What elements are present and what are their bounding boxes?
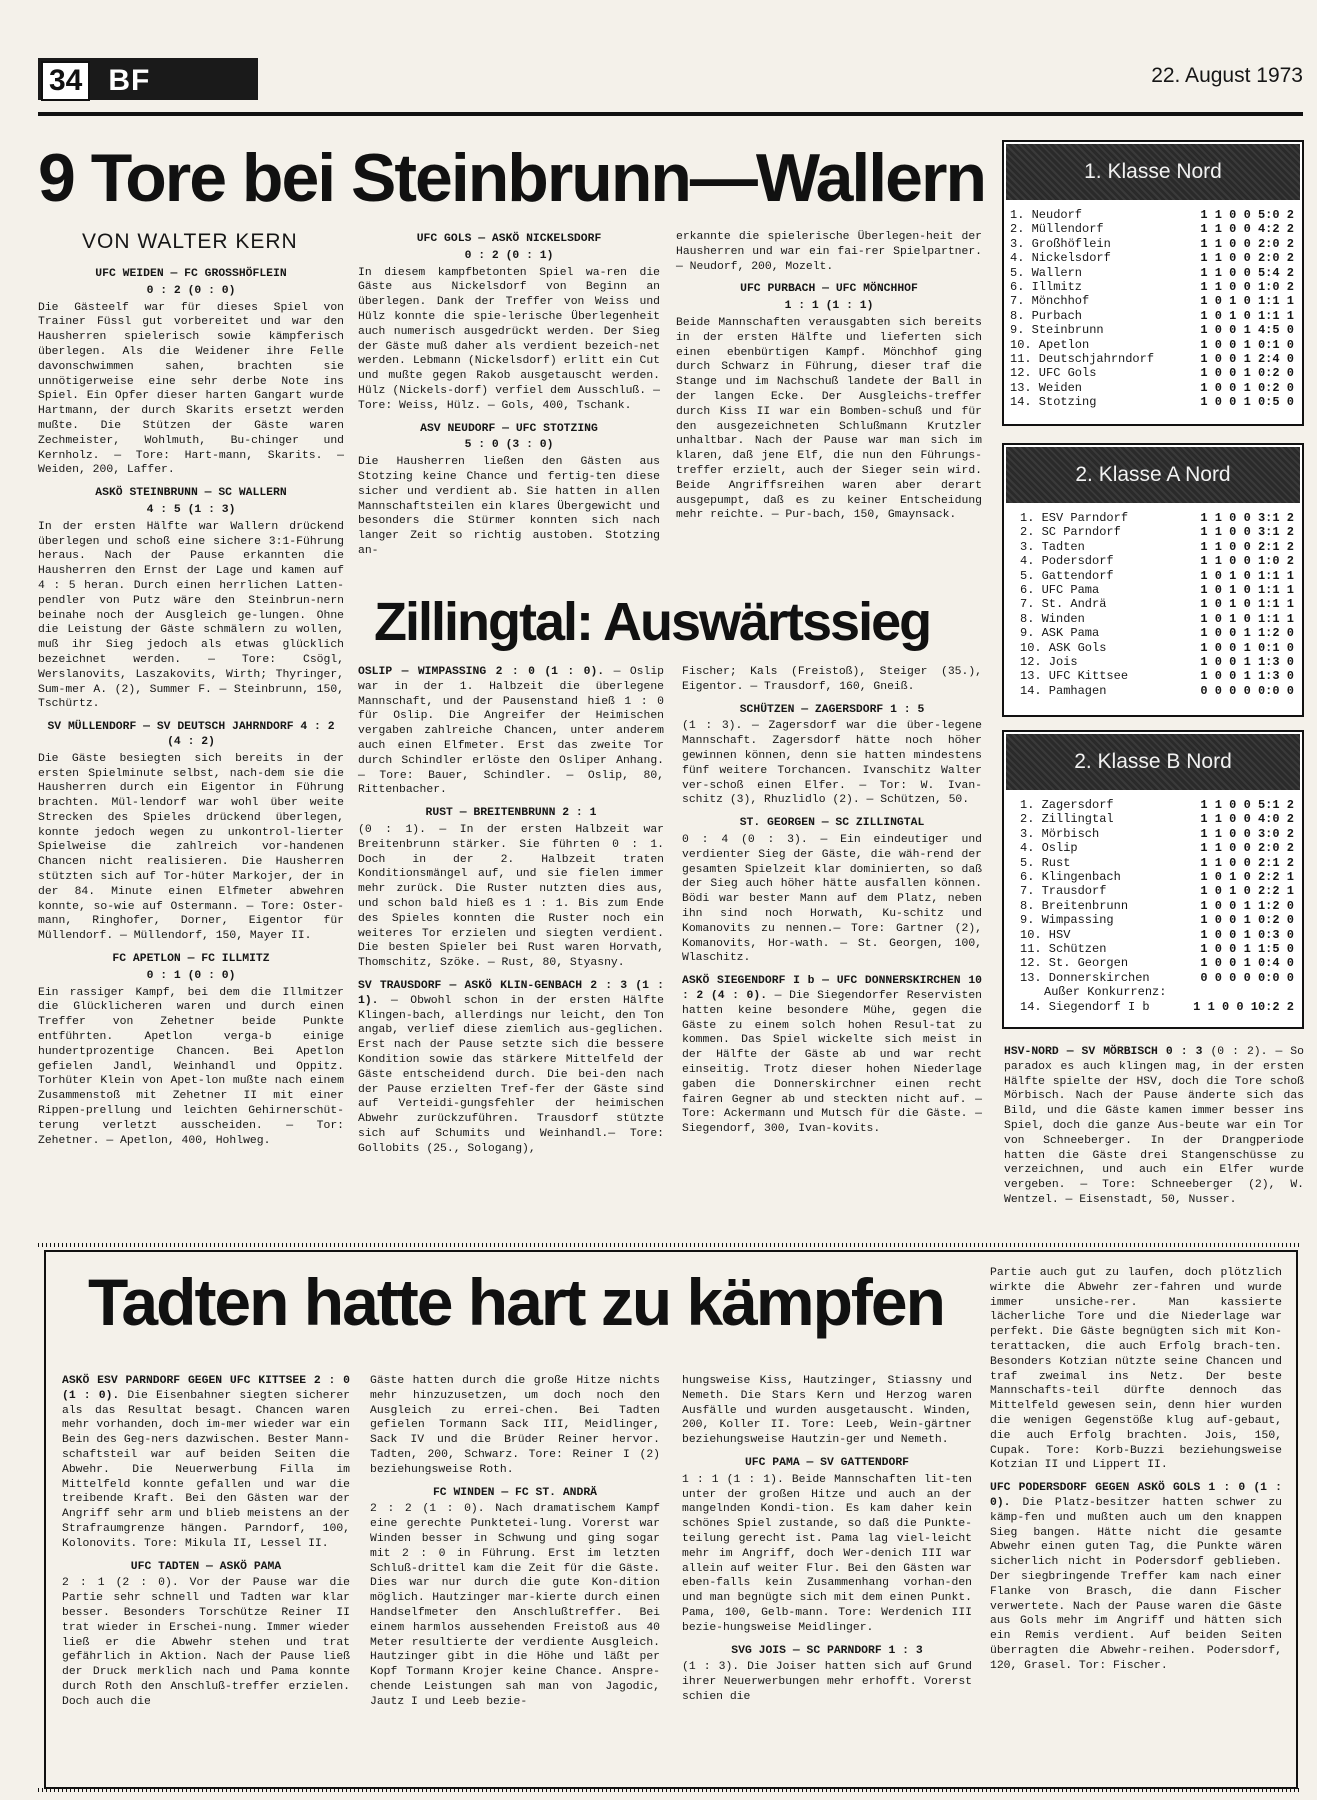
table-row — [1004, 971, 1302, 985]
table-row — [1004, 554, 1302, 568]
team-name: 3. Großhöflein — [1010, 236, 1111, 251]
team-name: 5. Wallern — [1010, 265, 1083, 280]
table-row — [1004, 956, 1302, 970]
match-heading: ASKÖ STEINBRUNN — SC WALLERN — [95, 487, 287, 500]
match-score: 1 : 1 (1 : 1) — [784, 300, 874, 313]
match-heading: SV MÜLLENDORF — SV DEUTSCH JAHRNDORF 4 : 2 (4 : 2) — [47, 721, 335, 748]
match-report — [62, 1374, 350, 1552]
table-note-text: Außer Konkurrenz: — [1044, 985, 1167, 1000]
table-body — [1004, 792, 1302, 1014]
team-stats: 1 1 0 0 3:1 2 — [1200, 525, 1294, 540]
team-stats: 1 0 0 1 0:2 0 — [1200, 380, 1294, 395]
team-name: 10. ASK Gols — [1020, 640, 1107, 655]
team-name: 1. Zagersdorf — [1020, 798, 1114, 812]
match-report: hungsweise Kiss, Hautzinger, Stiassny und Nemeth. Die Stars Kern und Herzog waren Ausfälle und wurden ausgetauscht. Winden, 200, Koller II. Tore: Leeb, Wein-gärtner beziehungsweise Hautzin-ger und Nemeth. — [682, 1375, 972, 1447]
match-report: 2 : 1 (2 : 0). Vor der Pause war die Partie sehr schnell und Tadten war klar besser. Besonders Torschütze Reiner II trat wieder in Erschei-nung. Immer wieder ließ er die Abwehr stehen und trat gefährlich in Aktion. Nach der Pause ließ der Druck merklich nach und Pama konnte durch Roth den Anschluß-treffer erzielen. Doch auch die — [62, 1577, 350, 1708]
match-report: Beide Mannschaften verausgabten sich bereits in der ersten Hälfte und lieferten sich einen ebenbürtigen Kampf. Mönchhof ging durch Schwarz in Führung, dieser traf die Stange und im Nachschuß landete der Ball in der langen Ecke. Der Ausgleichs-treffer durch Kiss II war ein Bomben-schuß und für den ausgezeichneten Schlußmann Krutzler unhaltbar. Nach der Pause war man sich im klaren, daß jene Elf, die nun den Führungs-treffer erzielt, auch der Sieger sein wird. Beide Angriffsreihen waren aber derart ausgepumpt, daß es zu keiner Entscheidung mehr reichte. — Pur-bach, 150, Gmaynsack. — [676, 316, 982, 522]
table-row — [1004, 827, 1302, 841]
team-name: 1. Neudorf — [1010, 208, 1083, 222]
article2-column-2 — [682, 665, 982, 1245]
team-name: 6. UFC Pama — [1020, 583, 1100, 598]
team-stats: 1 1 0 0 1:0 2 — [1200, 280, 1294, 295]
team-stats: 1 0 0 1 4:5 0 — [1200, 323, 1294, 338]
section-label: BF — [108, 64, 151, 97]
team-stats: 1 0 1 0 1:1 1 — [1200, 611, 1294, 626]
team-name: 4. Podersdorf — [1020, 554, 1114, 569]
table-row — [1004, 266, 1302, 280]
match-score: 4 : 5 (1 : 3) — [146, 503, 236, 516]
table-row — [1004, 251, 1302, 265]
table-row — [1004, 540, 1302, 554]
match-heading: FC APETLON — FC ILLMITZ — [112, 953, 270, 966]
match-text: — Oslip war in der 1. Halbzeit die überlegene Mannschaft, und der Pausenstand hieß 1 : 0 für Oslip. Die Angreifer der Heimischen vergaben zahlreiche Chancen, unter anderem auch einen Elfmeter. Erst das zweite Tor durch Schindler erlöste den Osliper Anhang. — Tore: Bauer, Schindler. — Oslip, 80, Rittenbacher. — [358, 666, 664, 797]
match-report: Gäste hatten durch die große Hitze nichts mehr hinzuzusetzen, um doch noch den Ausgleich zu errei-chen. Bei Tadten gefielen Tormann Sack III, Meidlinger, Sack IV und die Brüder Reiner hervor. Tadten, 200, Schwarz. Tore: Reiner I (2) beziehungsweise Roth. — [370, 1375, 660, 1476]
team-stats: 1 0 0 1 0:4 0 — [1200, 956, 1294, 971]
match-report — [682, 974, 982, 1137]
team-stats: 1 1 0 0 4:2 2 — [1200, 222, 1294, 237]
team-name: 10. Apetlon — [1010, 337, 1090, 352]
match-heading: SCHÜTZEN — ZAGERSDORF 1 : 5 — [739, 703, 925, 716]
team-name: 4. Oslip — [1020, 841, 1078, 856]
article3-column-2 — [370, 1374, 660, 1774]
match-heading: ASKÖ SIEGENDORF I b — UFC DONNERSKIRCHEN 10 : 2 (4 : 0). — [682, 975, 982, 1002]
match-score: 0 : 2 (0 : 0) — [146, 284, 236, 297]
team-stats: 1 0 0 1 1:2 0 — [1200, 626, 1294, 641]
match-report — [990, 1481, 1282, 1673]
team-name: 7. Trausdorf — [1020, 884, 1107, 899]
match-text: (0 : 2). — So paradox es auch klingen mag, in der ersten Hälfte spielte der HSV, doch die Tore schoß Mörbisch. Nach der Pause änderte sich das Bild, und die Gäste kamen immer besser ins Spiel, doch die ganze Aus-beute war ein Tor von Schneeberger. In der Drangperiode hatten die Gäste drei Stangenschüsse zu verzeichnen, und auch ein Elfer wurde vergeben. — Tore: Schneeberger (2), W. Wentzel. — Eisenstadt, 50, Nusser. — [1004, 1046, 1304, 1206]
table-body — [1004, 505, 1302, 698]
table-row — [1004, 798, 1302, 812]
team-name: 3. Tadten — [1020, 539, 1085, 554]
table-row — [1004, 641, 1302, 655]
team-stats: 1 0 0 1 1:5 0 — [1200, 942, 1294, 957]
table-row — [1004, 366, 1302, 380]
team-name: 14. Pamhagen — [1020, 683, 1107, 698]
article1-column-3 — [676, 230, 982, 580]
table-row — [1004, 899, 1302, 913]
team-name: 10. HSV — [1020, 927, 1071, 942]
team-stats: 1 1 0 0 2:1 2 — [1200, 855, 1294, 870]
team-name: 13. Donnerskirchen — [1020, 970, 1150, 985]
match-heading: OSLIP — WIMPASSING 2 : 0 (1 : 0). — [358, 666, 605, 678]
match-score: 0 : 2 (0 : 1) — [464, 249, 554, 262]
box-top-rule — [38, 1243, 1300, 1247]
match-heading: FC WINDEN — FC ST. ANDRÄ — [432, 1486, 598, 1499]
match-heading: RUST — BREITENBRUNN 2 : 1 — [425, 807, 597, 820]
match-report: (1 : 3). — Zagersdorf war die über-legene Mannschaft. Zagersdorf hätte noch höher gewinnen können, denn sie hatten mindestens fünf weitere Torchancen. Ivanschitz Walter ver-schoß einen Elfer. — Tor: W. Ivan-schitz (3), Rhuzlidlo (2). — Schützen, 50. — [682, 720, 982, 807]
team-name: 9. ASK Pama — [1020, 626, 1100, 641]
page-number-block — [38, 58, 258, 100]
match-report — [358, 979, 664, 1157]
match-heading: ASV NEUDORF — UFC STOTZING — [420, 422, 598, 435]
team-name: 12. St. Georgen — [1020, 956, 1129, 971]
match-report: Die Hausherren ließen den Gästen aus Stotzing keine Chance und fertig-ten diese sicher und verdient ab. Sie hatten in allen Mannschaftsteilen ein klares Übergewicht und besonders die Stürmer konnten sich nach langer Zeit so richtig austoben. Stotzing an- — [358, 456, 660, 557]
team-name: 14. Siegendorf I b — [1020, 999, 1150, 1014]
table-title: 2. Klasse A Nord — [1006, 447, 1300, 503]
team-name: 5. Rust — [1020, 855, 1071, 870]
table-title: 2. Klasse B Nord — [1006, 734, 1300, 790]
team-stats: 1 0 1 0 1:1 1 — [1200, 308, 1294, 323]
team-stats: 1 0 0 1 1:3 0 — [1200, 655, 1294, 670]
table-row — [1004, 684, 1302, 698]
match-heading: UFC PURBACH — UFC MÖNCHHOF — [740, 283, 918, 296]
match-report: Ein rassiger Kampf, bei dem die Illmitzer die Glücklicheren waren und durch einen Treffer von Zehetner beide Punkte entführten. Apetlon verga-b einige hundertprozentige Chancen. Bei Apetlon gefielen Jandl, Weinhandl und Oppitz. Torhüter Klein von Apet-lon mußte nach einem Zusammenstoß mit Zehetner II mit einer Rippen-prellung und leichten Gehirnerschüt-terung verletzt ausscheiden. — Tor: Zehetner. — Apetlon, 400, Hohlweg. — [38, 986, 344, 1147]
match-report: 1 : 1 (1 : 1). Beide Mannschaften lit-ten unter der großen Hitze und auch an der mangelnden Kondi-tion. Es kam daher kein schönes Spiel zustande, so daß die Punkte-teilung gerecht ist. Pama lag viel-leicht mehr im Angriff, doch Wer-denich III war allein auf weiter Flur. Bei den Gästen war eben-falls kein Zusammenhang vorhan-den und man begnügte sich mit dem einen Punkt. Pama, 100, Gelb-mann. Tore: Werdenich III bezie-hungsweise Meidlinger. — [682, 1473, 972, 1634]
table-row — [1004, 569, 1302, 583]
match-report: (1 : 3). Die Joiser hatten sich auf Grund ihrer Neuerwerbungen mehr erhofft. Vorerst schien die — [682, 1661, 972, 1703]
table-row — [1004, 323, 1302, 337]
team-stats: 1 0 0 1 2:4 0 — [1200, 352, 1294, 367]
match-heading: UFC PAMA — SV GATTENDORF — [744, 1456, 910, 1469]
match-text: — Obwohl schon in der ersten Hälfte Klingen-bach, allerdings nur leicht, den Ton angab, verlief diese ziemlich aus-geglichen. Erst nach der Pause setzte sich die bessere Kondition sowie das stärkere Mittelfeld der Gäste entscheidend durch. Die bei-den nach der Pause erzielten Tref-fer der Gäste sind auf Verteidi-gungsfehler der heimischen Abwehr zurückzuführen. Trausdorf stützte sich auf Schumits und Weinhandl.— Tore: Gollobits (25., Sologang), — [358, 994, 664, 1155]
match-score: 5 : 0 (3 : 0) — [464, 439, 554, 452]
table-row — [1004, 237, 1302, 251]
team-stats: 1 1 0 0 3:1 2 — [1200, 511, 1294, 525]
table-row — [1004, 583, 1302, 597]
table-row — [1004, 669, 1302, 683]
team-name: 6. Illmitz — [1010, 280, 1083, 295]
team-name: 12. Jois — [1020, 655, 1078, 670]
team-name: 8. Winden — [1020, 611, 1085, 626]
team-name: 8. Breitenbrunn — [1020, 898, 1129, 913]
team-stats: 1 1 0 0 2:0 2 — [1200, 841, 1294, 856]
team-stats: 1 1 0 0 3:0 2 — [1200, 826, 1294, 841]
match-report: erkannte die spielerische Überlegen-heit der Hausherren und war ein fai-rer Spielpartner. — Neudorf, 200, Mozelt. — [676, 231, 982, 273]
match-report: Die Gäste besiegten sich bereits in der ersten Spielminute selbst, nach-dem sie die Hausherren durch ein Eigentor in Führung brachten. Mül-lendorf war wohl über weite Strecken des Spieles drückend überlegen, konnte jedoch wegen zu unkontrol-lierter Spielweise die zahlreich vor-handenen Chancen nicht realisieren. Die Hausherren stützten sich auf Tor-hüter Markojer, der in der 84. Minute einen Elfmeter abwehren konnte, so-wie auf Ostermann. — Tore: Oster-mann, Ringhofer, Dorner, Eigentor für Müllendorf. — Müllendorf, 150, Mayer II. — [38, 752, 344, 943]
match-report: Die Gästeelf war für dieses Spiel von Trainer Füssl gut vorbereitet und war den Hausherren spielerisch sowie kämpferisch überlegen. Als die Weidener ihre Felle davonschwimmen sahen, brachten sie unnötigerweise eine sehr derbe Note ins Spiel. Ein Opfer dieser harten Gangart wurde Hartmann, der durch Skarits ersetzt werden mußte. Die Stützen der Gäste waren Zechmeister, Wohlmuth, Bu-chinger und Kernholz. — Tore: Hart-mann, Skarits. — Weiden, 200, Laffer. — [38, 301, 344, 477]
match-text: — Die Siegendorfer Reservisten hatten keine besondere Mühe, gegen die Gäste zu einem solch hohen Resul-tat zu kommen. Das Spiel wickelte sich meist in der Hälfte der Gäste ab und war recht einseitig. Trotz dieser hohen Niederlage gaben die Donnerskirchner einen recht fairen Gegner ab und steckten nicht auf. — Tore: Ackermann und Mutsch für die Gäste. — Siegendorf, 300, Ivan-kovits. — [682, 989, 982, 1136]
team-stats: 1 0 0 1 0:5 0 — [1200, 395, 1294, 410]
table-row — [1004, 525, 1302, 539]
team-stats: 1 1 0 0 2:0 2 — [1200, 236, 1294, 251]
table-row — [1004, 841, 1302, 855]
article1-column-2 — [358, 230, 660, 580]
match-heading: UFC PODERSDORF GEGEN ASKÖ GOLS 1 : 0 (1 : 0). — [990, 1482, 1282, 1509]
team-stats: 1 0 1 0 2:2 1 — [1200, 884, 1294, 899]
match-report: In der ersten Hälfte war Wallern drückend überlegen und schoß eine sichere 3:1-Führung heraus. Nach der Pause erkannten die Hausherren den Ernst der Lage und kamen auf 4 : 5 heran. Durch einen herrlichen Latten-pendler von Putz wäre den Steinbrun-nern beinahe noch der Ausgleich ge-lungen. Ohne die Leistung der Gäste schmälern zu wollen, muß ihr Sieg jedoch als etwas glücklich bezeichnet werden. — Tore: Csögl, Werslanovits, Laszakovits, Wirth; Thyringer, Sum-mer A. (2), Summer F. — Steinbrunn, 150, Tschürtz. — [38, 520, 344, 711]
match-heading: ST. GEORGEN — SC ZILLINGTAL — [739, 817, 925, 830]
header-rule — [38, 112, 1303, 116]
team-stats: 1 1 0 0 10:2 2 — [1193, 999, 1294, 1014]
article2-column-3 — [1004, 1045, 1304, 1245]
team-stats: 1 1 0 0 4:0 2 — [1200, 812, 1294, 827]
match-heading: UFC GOLS — ASKÖ NICKELSDORF — [416, 233, 602, 245]
team-name: 12. UFC Gols — [1010, 366, 1097, 381]
table-2-klasse-b-nord — [1002, 730, 1304, 1029]
team-name: 9. Wimpassing — [1020, 913, 1114, 928]
table-row — [1004, 309, 1302, 323]
match-report — [1004, 1045, 1304, 1208]
table-row — [1004, 913, 1302, 927]
table-note — [1004, 985, 1302, 999]
team-name: 11. Deutschjahrndorf — [1010, 352, 1155, 367]
match-report: Partie auch gut zu laufen, doch plötzlich wirkte die Abwehr zer-fahren und wurde immer unsiche-rer. Man kassierte lächerliche Tore und die Niederlage war perfekt. Die Gäste begnügten sich mit Kon-terattacken, die auch Erfolg brach-ten. Besonders Kotzian nützte seine Chancen und traf zweimal ins Netz. Der beste Mannschafts-teil dürfte dennoch das Mittelfeld gewesen sein, denn hier wurden die wenigen Gegenstöße klug auf-gebaut, die auch Erfolg brachten. Jois, 150, Cupak. Tore: Korb-Buzzi beziehungsweise Kotzian II und Lippert II. — [990, 1267, 1282, 1472]
table-title: 1. Klasse Nord — [1006, 144, 1300, 200]
team-stats: 0 0 0 0 0:0 0 — [1200, 683, 1294, 698]
table-1-klasse-nord — [1002, 140, 1304, 426]
table-row — [1004, 395, 1302, 409]
table-row — [1004, 597, 1302, 611]
match-text: Die Platz-besitzer hatten schwer zu kämp-fen und mußten auch um den knappen Sieg bangen. Hätte nicht die gesamte Abwehr einen guten Tag, die Punkte wären sicherlich nicht in Podersdorf geblieben. Der siegbringende Treffer kam nach einer Flanke von Brasch, die dann Fischer verwertete. Nach der Pause waren die Gäste aus Gols mehr im Angriff und hätten sich ein Remis verdient. Auf beiden Seiten überragten die Abwehr-reihen. Podersdorf, 120, Grasel. Tor: Fischer. — [990, 1496, 1282, 1672]
team-stats: 1 0 1 0 1:1 1 — [1200, 294, 1294, 309]
headline-tadten: Tadten hatte hart zu kämpfen — [88, 1265, 944, 1339]
team-name: 9. Steinbrunn — [1010, 323, 1104, 338]
table-row — [1004, 942, 1302, 956]
article3-column-1 — [62, 1374, 350, 1774]
article3-column-3 — [682, 1374, 972, 1774]
page-number: 34 — [41, 61, 90, 101]
team-name: 2. Müllendorf — [1010, 222, 1104, 237]
issue-date: 22. August 1973 — [1151, 64, 1303, 87]
team-stats: 1 0 0 1 0:1 0 — [1200, 640, 1294, 655]
table-row — [1004, 381, 1302, 395]
team-stats: 1 0 0 1 0:2 0 — [1200, 366, 1294, 381]
match-report: 0 : 4 (0 : 3). — Ein eindeutiger und verdienter Sieg der Gäste, die wäh-rend der gesamten Spielzeit klar dominierten, so daß der Sieg auch höher hätte ausfallen können. Bödi war bester Mann auf dem Platz, neben ihn sind noch Horwath, Ku-schitz und Komanovits zu nennen.— Tore: Gartner (2), Komanovits, Hor-wath. — St. Georgen, 100, Wlaschitz. — [682, 833, 982, 965]
team-stats: 1 1 0 0 5:0 2 — [1200, 208, 1294, 222]
team-stats: 1 0 1 0 2:2 1 — [1200, 870, 1294, 885]
table-row — [1004, 856, 1302, 870]
table-row — [1004, 655, 1302, 669]
match-report: In diesem kampfbetonten Spiel wa-ren die Gäste aus Nickelsdorf von Beginn an überlegen. Dank der Treffer von Weiss und Hülz konnte die spie-lerische Überlegenheit auch numerisch ausgedrückt werden. Der Sieg der Gäste muß daher als verdient bezeich-net werden. Lebmann (Nickelsdorf) erlitt ein Cut und mußte gegen Rakob ausgetauscht werden. Hülz (Nickels-dorf) verfiel dem Ausschluß. — Tore: Weiss, Hülz. — Gols, 400, Tschank. — [358, 266, 660, 412]
table-row — [1004, 870, 1302, 884]
team-name: 7. Mönchhof — [1010, 294, 1090, 309]
match-score: 0 : 1 (0 : 0) — [146, 969, 236, 982]
match-report: Fischer; Kals (Freistoß), Steiger (35.), Eigentor. — Trausdorf, 160, Gneiß. — [682, 666, 982, 693]
team-name: 4. Nickelsdorf — [1010, 251, 1111, 266]
team-stats: 1 1 0 0 1:0 2 — [1200, 554, 1294, 569]
team-stats: 0 0 0 0 0:0 0 — [1200, 970, 1294, 985]
team-name: 7. St. Andrä — [1020, 597, 1107, 612]
match-heading: UFC TADTEN — ASKÖ PAMA — [130, 1560, 282, 1573]
team-stats: 1 1 0 0 5:1 2 — [1200, 798, 1294, 812]
team-stats: 1 0 1 0 1:1 1 — [1200, 597, 1294, 612]
match-heading: SV TRAUSDORF — ASKÖ KLIN-GENBACH 2 : 3 (1 : 1). — [358, 979, 664, 1007]
match-heading: SVG JOIS — SC PARNDORF 1 : 3 — [731, 1644, 923, 1657]
team-name: 11. Schützen — [1020, 942, 1107, 957]
article1-column-1 — [38, 265, 344, 1147]
match-heading: HSV-NORD — SV MÖRBISCH 0 : 3 — [1004, 1046, 1203, 1058]
match-heading: UFC WEIDEN — FC GROSSHÖFLEIN — [95, 268, 287, 280]
table-row — [1004, 612, 1302, 626]
team-name: 13. UFC Kittsee — [1020, 669, 1129, 684]
team-name: 6. Klingenbach — [1020, 870, 1121, 885]
team-stats: 1 1 0 0 2:0 2 — [1200, 251, 1294, 266]
table-row — [1004, 511, 1302, 525]
match-text: Die Eisenbahner siegten sicherer als das Resultat besagt. Chancen waren mehr vorhanden, doch im-mer wieder war ein Bein des Geg-ners dazwischen. Bester Mann-schaftsteil war auf beiden Seiten die Abwehr. Die Neuerwerbung Filla im Mittelfeld konnte gefallen und war die treibende Kraft. Bei den Gästen war der Angriff sehr arm und blieb meistens an der Strafraumgrenze hängen. Parndorf, 100, Kolonovits. Tore: Mikula II, Lessel II. — [62, 1389, 350, 1550]
table-body — [1004, 202, 1302, 410]
team-name: 8. Purbach — [1010, 308, 1083, 323]
table-row — [1004, 884, 1302, 898]
team-stats: 1 0 1 0 1:1 1 — [1200, 568, 1294, 583]
table-row — [1004, 294, 1302, 308]
table-row — [1004, 222, 1302, 236]
headline-zillingtal: Zillingtal: Auswärtssieg — [374, 592, 931, 652]
table-row — [1004, 928, 1302, 942]
team-stats: 1 0 0 1 0:2 0 — [1200, 913, 1294, 928]
team-name: 14. Stotzing — [1010, 395, 1097, 410]
table-2-klasse-a-nord — [1002, 443, 1304, 717]
table-row — [1004, 352, 1302, 366]
team-stats: 1 0 0 1 1:2 0 — [1200, 898, 1294, 913]
author-byline: VON WALTER KERN — [82, 230, 298, 253]
team-name: 2. Zillingtal — [1020, 812, 1114, 827]
team-name: 2. SC Parndorf — [1020, 525, 1121, 540]
table-row — [1004, 1000, 1302, 1014]
team-stats: 1 1 0 0 5:4 2 — [1200, 265, 1294, 280]
table-row — [1004, 626, 1302, 640]
table-row — [1004, 208, 1302, 222]
table-row — [1004, 338, 1302, 352]
match-report: 2 : 2 (1 : 0). Nach dramatischem Kampf eine gerechte Punktetei-lung. Vorerst war Winden besser in Schwung und ging sogar mit 2 : 0 in Führung. Erst im letzten Schluß-drittel kam die Zeit für die Gäste. Dies war nur durch die gute Kon-dition möglich. Hautzinger mar-kierte durch einen Handselfmeter den Anschlußtreffer. Bei einem harmlos aussehenden Freistoß aus 40 Meter resultierte der verdiente Ausgleich. Hautzinger gibt in die Höhe und läßt per Kopf Tormann Krojer keine Chance. Anspre-chende Leistungen sah man von Jagodic, Jautz I und Leeb bezie- — [370, 1503, 660, 1708]
team-name: 3. Mörbisch — [1020, 826, 1100, 841]
article2-column-1 — [358, 665, 664, 1245]
match-heading: ASKÖ ESV PARNDORF GEGEN UFC KITTSEE 2 : 0 (1 : 0). — [62, 1375, 350, 1402]
match-report — [358, 665, 664, 798]
team-name: 5. Gattendorf — [1020, 568, 1114, 583]
table-row — [1004, 812, 1302, 826]
team-name: 13. Weiden — [1010, 380, 1083, 395]
team-stats: 1 0 0 1 0:3 0 — [1200, 927, 1294, 942]
table-row — [1004, 280, 1302, 294]
team-stats: 1 0 1 0 1:1 1 — [1200, 583, 1294, 598]
team-stats: 1 0 0 1 1:3 0 — [1200, 669, 1294, 684]
team-stats: 1 1 0 0 2:1 2 — [1200, 539, 1294, 554]
team-name: 1. ESV Parndorf — [1020, 511, 1129, 525]
article3-column-4 — [990, 1266, 1282, 1776]
team-stats: 1 0 0 1 0:1 0 — [1200, 337, 1294, 352]
match-report: (0 : 1). — In der ersten Halbzeit war Breitenbrunn stärker. Sie führten 0 : 1. Doch in der 2. Halbzeit traten Konditionsmängel auf, und sie fielen immer mehr zurück. Die Ruster nutzten dies aus, und schon bald hieß es 1 : 1. Bis zum Ende des Spieles konnten die Ruster noch ein weiteres Tor erzielen und siegten verdient. Die besten Spieler bei Rust waren Horvath, Thomschitz, Szöke. — Rust, 80, Styasny. — [358, 823, 664, 970]
headline-steinbrunn-wallern: 9 Tore bei Steinbrunn—Wallern — [38, 140, 985, 216]
box-bottom-rule — [38, 1788, 1300, 1792]
